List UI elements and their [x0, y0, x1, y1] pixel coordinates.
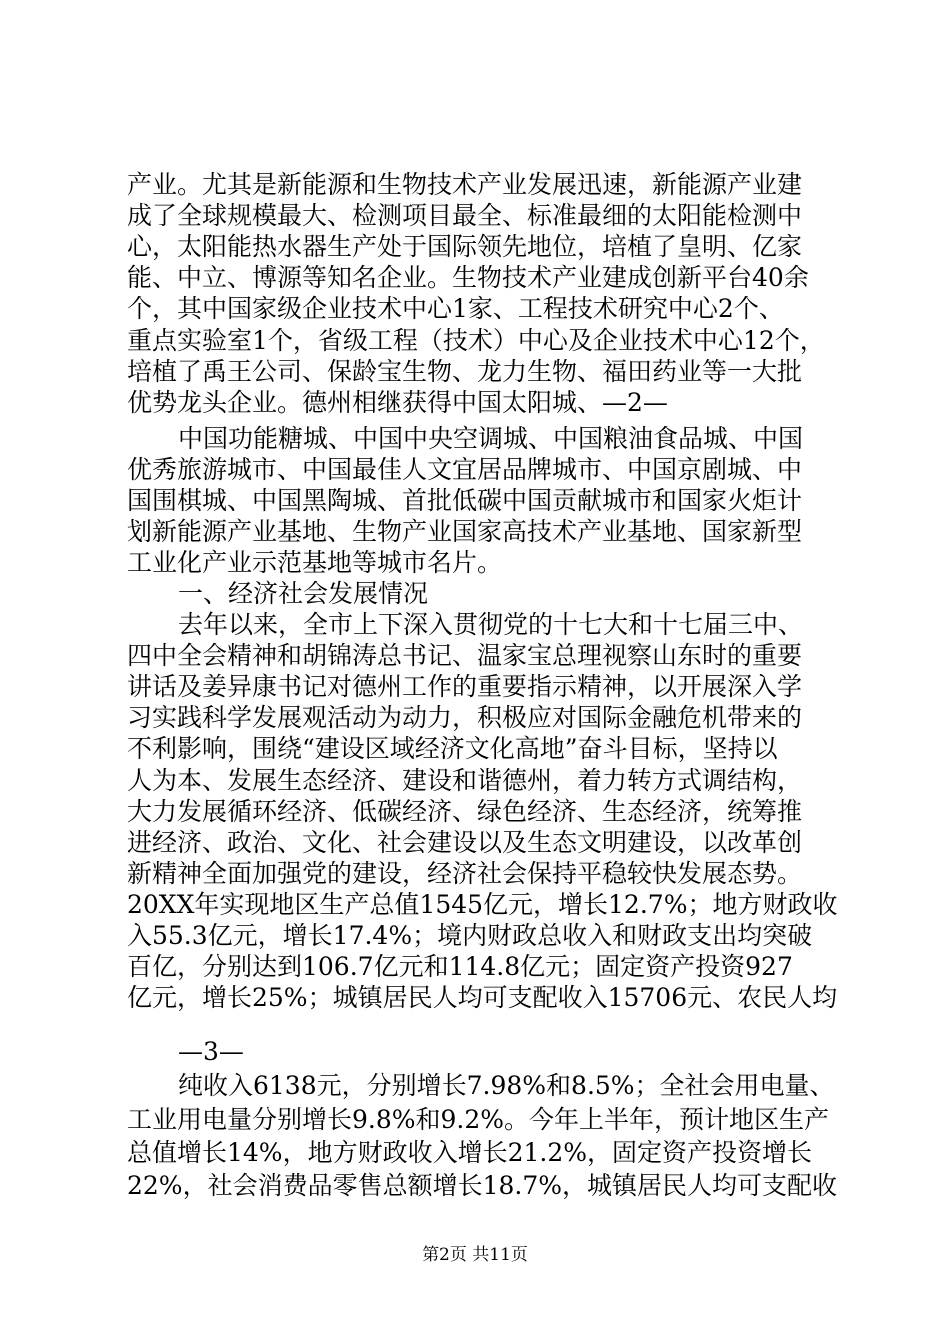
page-marker: —3—: [178, 1037, 244, 1066]
text-line: 总值增长14%，地方财政收入增长21.2%，固定资产投资增长: [127, 1138, 812, 1167]
text-line: 国围棋城、中国黑陶城、首批低碳中国贡献城市和国家火炬计: [127, 486, 803, 516]
text-line: 工业用电量分别增长9.8%和9.2%。今年上半年，预计地区生产: [127, 1105, 830, 1134]
text-line: 重点实验室1个，省级工程（技术）中心及企业技术中心12个，: [127, 325, 825, 355]
paragraph-first-line: 中国功能糖城、中国中央空调城、中国粮油食品城、中国: [178, 424, 804, 453]
text-line: 个，其中国家级企业技术中心1家、工程技术研究中心2个、: [127, 294, 784, 324]
text-line: 优势龙头企业。德州相继获得中国太阳城、—2—: [127, 387, 668, 417]
text-line: 20XX年实现地区生产总值1545亿元，增长12.7%；地方财政收: [127, 889, 838, 919]
text-line: 能、中立、博源等知名企业。生物技术产业建成创新平台40余: [127, 263, 809, 293]
text-line: 百亿，分别达到106.7亿元和114.8亿元；固定资产投资927: [127, 952, 793, 982]
page-footer: 第2页 共11页: [422, 1245, 528, 1265]
text-line: 大力发展循环经济、低碳经济、绿色经济、生态经济，统筹推: [127, 796, 803, 826]
text-line: 心，太阳能热水器生产处于国际领先地位，培植了皇明、亿家: [127, 232, 803, 262]
text-line: 22%，社会消费品零售总额增长18.7%，城镇居民人均可支配收: [127, 1171, 837, 1200]
text-line: 优秀旅游城市、中国最佳人文宜居品牌城市、中国京剧城、中: [127, 455, 803, 485]
paragraph-first-line: 纯收入6138元，分别增长7.98%和8.5%；全社会用电量、: [178, 1071, 835, 1100]
text-line: 不利影响，围绕“建设区域经济文化高地”奋斗目标，坚持以: [127, 734, 778, 764]
text-line: 四中全会精神和胡锦涛总书记、温家宝总理视察山东时的重要: [127, 641, 803, 671]
text-line: 新精神全面加强党的建设，经济社会保持平稳较快发展态势。: [127, 858, 803, 888]
text-line: 划新能源产业基地、生物产业国家高技术产业基地、国家新型: [127, 517, 803, 547]
text-line: 成了全球规模最大、检测项目最全、标准最细的太阳能检测中: [127, 201, 803, 231]
text-line: 产业。尤其是新能源和生物技术产业发展迅速，新能源产业建: [127, 170, 803, 199]
text-line: 讲话及姜异康书记对德州工作的重要指示精神，以开展深入学: [127, 672, 803, 702]
text-line: 进经济、政治、文化、社会建设以及生态文明建设，以改革创: [127, 827, 803, 857]
text-line: 人为本、发展生态经济、建设和谐德州，着力转方式调结构，: [127, 765, 803, 795]
section-heading: 一、经济社会发展情况: [178, 579, 429, 608]
text-line: 亿元，增长25%；城镇居民人均可支配收入15706元、农民人均: [127, 983, 838, 1013]
text-line: 工业化产业示范基地等城市名片。: [127, 548, 503, 578]
text-line: 习实践科学发展观活动为动力，积极应对国际金融危机带来的: [127, 703, 803, 733]
text-line: 入55.3亿元，增长17.4%；境内财政总收入和财政支出均突破: [127, 921, 813, 950]
paragraph-first-line: 去年以来，全市上下深入贯彻党的十七大和十七届三中、: [178, 610, 804, 639]
text-line: 培植了禹王公司、保龄宝生物、龙力生物、福田药业等一大批: [127, 356, 803, 386]
